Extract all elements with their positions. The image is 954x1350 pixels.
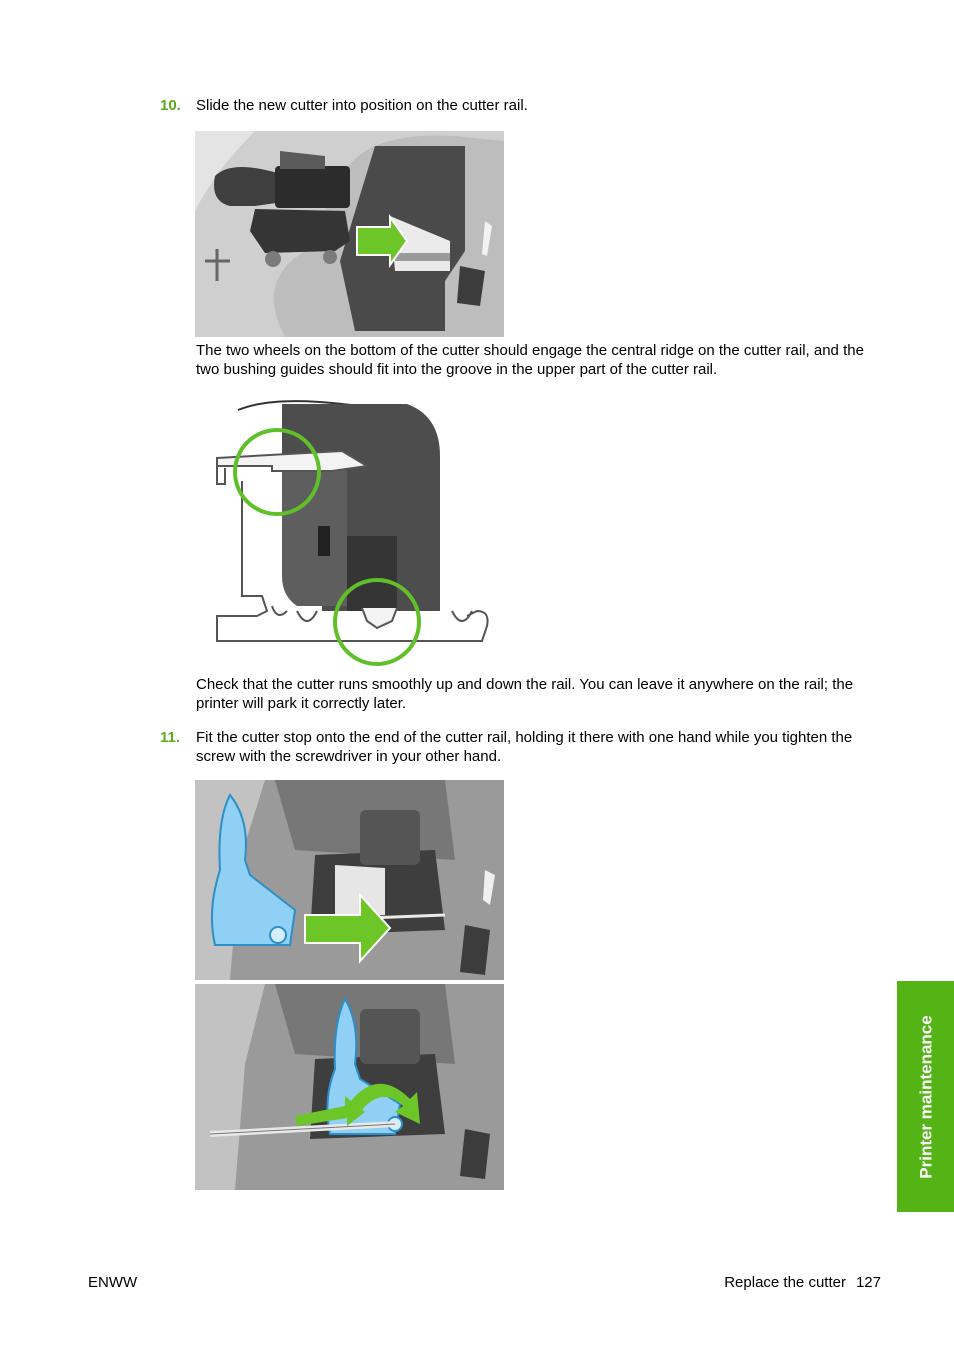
cutter-rail-cross-section	[212, 396, 494, 666]
step-10-text: Slide the new cutter into position on the cutter rail.	[196, 97, 528, 114]
step-11-number: 11.	[160, 729, 181, 746]
side-tab-label: Printer maintenance	[916, 1014, 935, 1179]
step-11-text: Fit the cutter stop onto the end of the cutter rail, holding it there with one hand while you tighten the screw with the screwdriver in your other hand.	[196, 729, 853, 765]
screw-tighten-illustration	[195, 984, 504, 1190]
cutter-stop-fit-illustration	[195, 780, 504, 980]
cutter-slide-illustration	[195, 131, 504, 337]
check-paragraph: Check that the cutter runs smoothly up and down the rail. You can leave it anywhere on the rail; the printer will park it correctly later.	[196, 676, 854, 712]
wheels-paragraph: The two wheels on the bottom of the cutter should engage the central ridge on the cutter rail, and the two bushing guides should fit into the groove in the upper part of the cutter rail.	[196, 342, 864, 378]
step-10-number: 10.	[160, 97, 181, 114]
footer-left-label: ENWW	[88, 1274, 138, 1291]
page-number: 127	[855, 1274, 881, 1291]
footer-right	[724, 1273, 881, 1292]
footer-section-title: Replace the cutter	[724, 1274, 846, 1291]
section-side-tab	[897, 981, 954, 1212]
